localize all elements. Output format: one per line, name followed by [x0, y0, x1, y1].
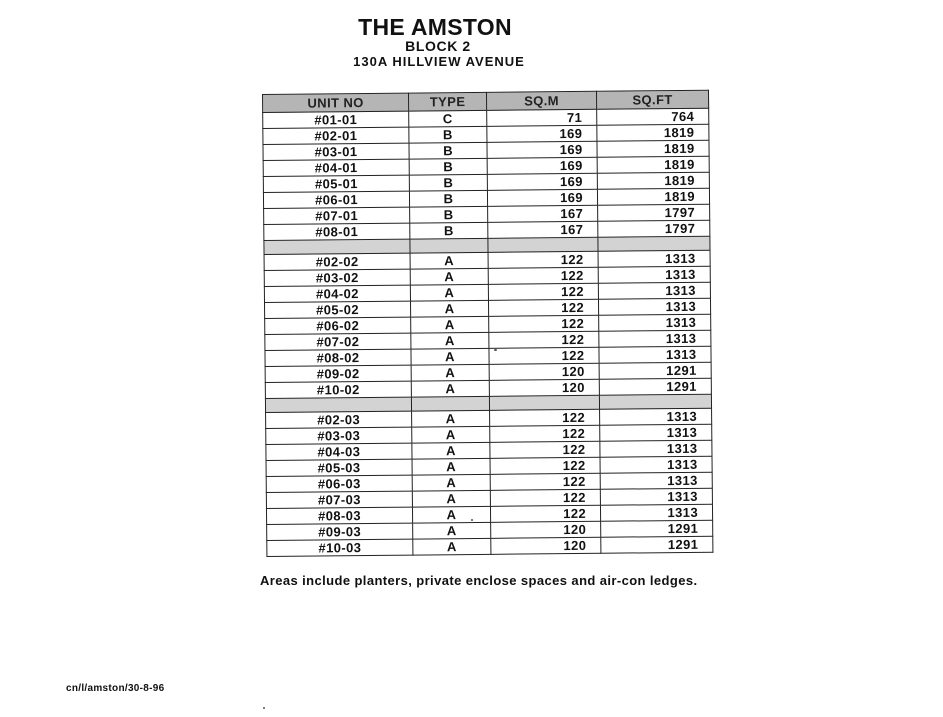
type-cell: B	[410, 222, 488, 239]
sqm-cell: 122	[490, 425, 600, 442]
sqm-cell: 169	[487, 157, 597, 174]
type-cell: A	[412, 426, 490, 443]
sqft-cell: 1313	[600, 456, 712, 473]
footnote: Areas include planters, private enclose spaces and air-con ledges.	[260, 573, 698, 588]
scan-speck	[263, 707, 265, 709]
sqm-cell: 122	[488, 299, 598, 316]
unit-no-cell: #05-01	[263, 175, 409, 192]
unit-no-cell: #07-01	[264, 207, 410, 224]
sqft-cell: 1313	[600, 424, 712, 441]
sqft-cell: 1819	[597, 172, 709, 189]
unit-no-cell: #03-01	[263, 143, 409, 160]
sqft-cell: 1291	[599, 378, 711, 395]
separator-cell	[599, 394, 711, 409]
sqft-cell: 1819	[597, 156, 709, 173]
unit-no-cell: #05-02	[265, 301, 411, 318]
sqm-cell: 169	[487, 173, 597, 190]
sqm-cell: 122	[490, 489, 600, 506]
header-sqft: SQ.FT	[596, 90, 708, 109]
type-cell: B	[409, 190, 487, 207]
unit-no-cell: #02-02	[264, 253, 410, 270]
sqm-cell: 122	[490, 409, 600, 426]
sqm-cell: 169	[487, 189, 597, 206]
sqm-cell: 71	[487, 109, 597, 126]
unit-no-cell: #04-02	[264, 285, 410, 302]
address-label: 130A HILLVIEW AVENUE	[353, 54, 525, 69]
unit-no-cell: #09-03	[267, 523, 413, 540]
sqm-cell: 122	[489, 331, 599, 348]
unit-no-cell: #03-03	[266, 427, 412, 444]
sqft-cell: 1797	[598, 204, 710, 221]
unit-no-cell: #03-02	[264, 269, 410, 286]
separator-cell	[410, 238, 488, 253]
type-cell: A	[410, 268, 488, 285]
unit-no-cell: #06-01	[263, 191, 409, 208]
unit-no-cell: #08-02	[265, 349, 411, 366]
type-cell: A	[412, 458, 490, 475]
unit-no-cell: #02-01	[263, 127, 409, 144]
type-cell: A	[411, 316, 489, 333]
separator-cell	[265, 397, 411, 412]
unit-no-cell: #05-03	[266, 459, 412, 476]
type-cell: B	[410, 206, 488, 223]
sqft-cell: 1313	[600, 440, 712, 457]
sqm-cell: 122	[490, 505, 600, 522]
type-cell: A	[412, 442, 490, 459]
unit-no-cell: #08-03	[266, 507, 412, 524]
sqft-cell: 1819	[597, 124, 709, 141]
type-cell: A	[410, 300, 488, 317]
sqft-cell: 1313	[600, 504, 712, 521]
sqm-cell: 122	[489, 347, 599, 364]
sqft-cell: 1291	[599, 362, 711, 379]
type-cell: B	[409, 142, 487, 159]
type-cell: A	[410, 252, 488, 269]
unit-no-cell: #04-01	[263, 159, 409, 176]
sqm-cell: 122	[488, 251, 598, 268]
separator-cell	[489, 395, 599, 410]
header-unit-no: UNIT NO	[263, 93, 409, 112]
type-cell: A	[412, 506, 490, 523]
type-cell: A	[411, 348, 489, 365]
type-cell: B	[409, 126, 487, 143]
unit-no-cell: #06-03	[266, 475, 412, 492]
type-cell: A	[413, 538, 491, 555]
type-cell: B	[409, 174, 487, 191]
sqm-cell: 169	[487, 141, 597, 158]
sqm-cell: 167	[488, 221, 598, 238]
sqft-cell: 1313	[598, 250, 710, 267]
unit-no-cell: #07-03	[266, 491, 412, 508]
unit-area-table	[262, 90, 713, 557]
sqft-cell: 1819	[597, 140, 709, 157]
sqft-cell: 1291	[601, 520, 713, 537]
sqft-cell: 1313	[600, 488, 712, 505]
type-cell: B	[409, 158, 487, 175]
sqft-cell: 1313	[598, 298, 710, 315]
header-type: TYPE	[408, 92, 486, 111]
sqft-cell: 1313	[598, 282, 710, 299]
sqm-cell: 120	[489, 363, 599, 380]
sqm-cell: 120	[489, 379, 599, 396]
sqm-cell: 120	[491, 537, 601, 554]
unit-no-cell: #07-02	[265, 333, 411, 350]
type-cell: A	[411, 380, 489, 397]
type-cell: A	[410, 284, 488, 301]
sqm-cell: 122	[489, 315, 599, 332]
separator-cell	[264, 239, 410, 254]
document-title: THE AMSTON	[358, 14, 512, 40]
document-reference: cn/l/amston/30-8-96	[66, 683, 165, 694]
block-label: BLOCK 2	[405, 38, 471, 54]
sqft-cell: 764	[597, 108, 709, 125]
unit-no-cell: #02-03	[266, 411, 412, 428]
type-cell: A	[412, 410, 490, 427]
sqft-cell: 1313	[600, 472, 712, 489]
unit-no-cell: #08-01	[264, 223, 410, 240]
sqft-cell: 1313	[598, 266, 710, 283]
sqft-cell: 1313	[599, 346, 711, 363]
sqft-cell: 1291	[601, 536, 713, 553]
unit-area-table-container	[262, 90, 712, 557]
sqft-cell: 1797	[598, 220, 710, 237]
sqft-cell: 1819	[597, 188, 709, 205]
unit-no-cell: #10-03	[267, 539, 413, 556]
sqm-cell: 122	[490, 441, 600, 458]
header-sqm: SQ.M	[486, 91, 596, 110]
sqm-cell: 122	[490, 473, 600, 490]
type-cell: C	[409, 110, 487, 127]
sqft-cell: 1313	[599, 314, 711, 331]
unit-no-cell: #10-02	[265, 381, 411, 398]
sqm-cell: 122	[488, 283, 598, 300]
sqm-cell: 167	[488, 205, 598, 222]
scan-speck	[471, 519, 473, 521]
separator-cell	[488, 237, 598, 252]
separator-cell	[411, 396, 489, 411]
scan-speck	[494, 349, 497, 351]
unit-no-cell: #09-02	[265, 365, 411, 382]
sqft-cell: 1313	[600, 408, 712, 425]
type-cell: A	[411, 332, 489, 349]
type-cell: A	[412, 474, 490, 491]
separator-cell	[598, 236, 710, 251]
sqm-cell: 122	[490, 457, 600, 474]
sqm-cell: 169	[487, 125, 597, 142]
table-body	[263, 108, 713, 556]
sqft-cell: 1313	[599, 330, 711, 347]
sqm-cell: 122	[488, 267, 598, 284]
unit-no-cell: #06-02	[265, 317, 411, 334]
type-cell: A	[413, 522, 491, 539]
sqm-cell: 120	[491, 521, 601, 538]
unit-no-cell: #04-03	[266, 443, 412, 460]
unit-no-cell: #01-01	[263, 111, 409, 128]
type-cell: A	[411, 364, 489, 381]
type-cell: A	[412, 490, 490, 507]
